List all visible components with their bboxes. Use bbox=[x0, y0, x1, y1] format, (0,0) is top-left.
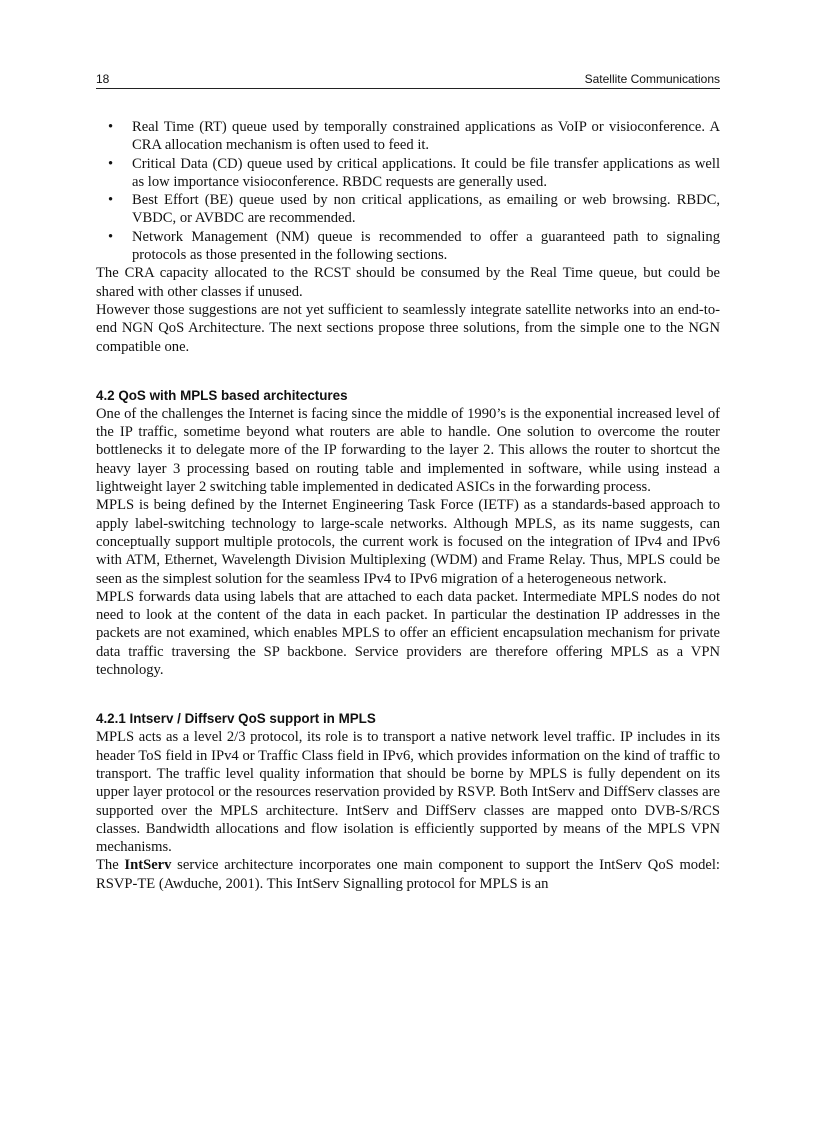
paragraph: One of the challenges the Internet is facing since the middle of 1990’s is the exponential increased level of the IP traffic, sometime beyond what routers are able to handle. One solution to overcome the router bottlenecks it to delegate more of the IP forwarding to the layer 2. This allows the router to shortcut the heavy layer 3 processing based on routing table and implemented in software, while using instead a lightweight layer 2 switching table implemented in dedicated ASICs in the forwarding process. bbox=[96, 405, 720, 496]
bullet-icon: • bbox=[108, 119, 114, 135]
paragraph: MPLS acts as a level 2/3 protocol, its role is to transport a native network level traffic. IP includes in its header ToS field in IPv4 or Traffic Class field in IPv6, which provides information on the kind of traffic to transport. The traffic level quality information that should be borne by MPLS is fully dependent on its upper layer protocol or the resources reservation provided by RSVP. Both IntServ and DiffServ classes are supported over the MPLS architecture. IntServ and DiffServ classes are mapped onto DVB-S/RCS classes. Bandwidth allocations and flow isolation is efficiently supported by means of the MPLS VPN mechanisms. bbox=[96, 729, 720, 856]
queue-bullet-list bbox=[96, 118, 720, 264]
running-title: Satellite Communications bbox=[584, 72, 720, 86]
section-heading: 4.2 QoS with MPLS based architectures bbox=[96, 387, 348, 403]
body-text bbox=[96, 118, 720, 893]
bullet-item bbox=[96, 191, 720, 228]
page-number: 18 bbox=[96, 72, 110, 86]
bullet-text: Real Time (RT) queue used by temporally constrained applications as VoIP or visioconference. A CRA allocation mechanism is often used to feed it. bbox=[132, 119, 720, 154]
bullet-icon: • bbox=[108, 192, 114, 209]
paragraph: MPLS is being defined by the Internet Engineering Task Force (IETF) as a standards-based approach to apply label-switching technology to large-scale networks. Although MPLS, as its name suggests, can conceptually support multiple protocols, the current work is focused on the integration of IPv4 and IPv6 with ATM, Ethernet, Wavelength Division Multiplexing (WDM) and Frame Relay. Thus, MPLS could be seen as the simplest solution for the seamless IPv4 to IPv6 migration of a heterogeneous network. bbox=[96, 497, 720, 587]
bullet-text: Best Effort (BE) queue used by non critical applications, as emailing or web browsing. RBDC, VBDC, or AVBDC are recommended. bbox=[132, 192, 720, 227]
subsection-heading: 4.2.1 Intserv / Diffserv QoS support in MPLS bbox=[96, 711, 376, 727]
bullet-icon: • bbox=[108, 228, 114, 245]
bullet-icon: • bbox=[108, 155, 114, 172]
bullet-text: Critical Data (CD) queue used by critical applications. It could be file transfer applications as well as low importance visioconference. RBDC requests are generally used. bbox=[132, 155, 720, 190]
header-rule bbox=[96, 88, 720, 89]
bullet-item bbox=[96, 155, 720, 192]
paragraph: However those suggestions are not yet sufficient to seamlessly integrate satellite networks into an end-to-end NGN QoS Architecture. The next sections propose three solutions, from the simple one to the NGN compatible one. bbox=[96, 301, 720, 355]
bullet-item bbox=[96, 228, 720, 265]
paragraph: MPLS forwards data using labels that are attached to each data packet. Intermediate MPLS nodes do not need to look at the content of the data in each packet. In particular the destination IP addresses in the packets are not examined, which enables MPLS to offer an efficient encapsulation mechanism for private data traffic traversing the SP backbone. Service providers are therefore offering MPLS as a VPN technology. bbox=[96, 588, 720, 679]
bold-term: IntServ bbox=[124, 857, 172, 874]
paragraph bbox=[96, 856, 720, 893]
page-header bbox=[96, 70, 720, 88]
bullet-item bbox=[96, 118, 720, 155]
paragraph-rest: service architecture incorporates one main component to support the IntServ QoS model: RSVP-TE (Awduche, 2001). This IntServ Signalling protocol for MPLS is an bbox=[96, 857, 720, 892]
bullet-text: Network Management (NM) queue is recommended to offer a guaranteed path to signaling protocols as those presented in the following sections. bbox=[132, 228, 720, 264]
paragraph: The CRA capacity allocated to the RCST should be consumed by the Real Time queue, but could be shared with other classes if unused. bbox=[96, 265, 720, 300]
paragraph-prefix: The bbox=[96, 857, 125, 874]
